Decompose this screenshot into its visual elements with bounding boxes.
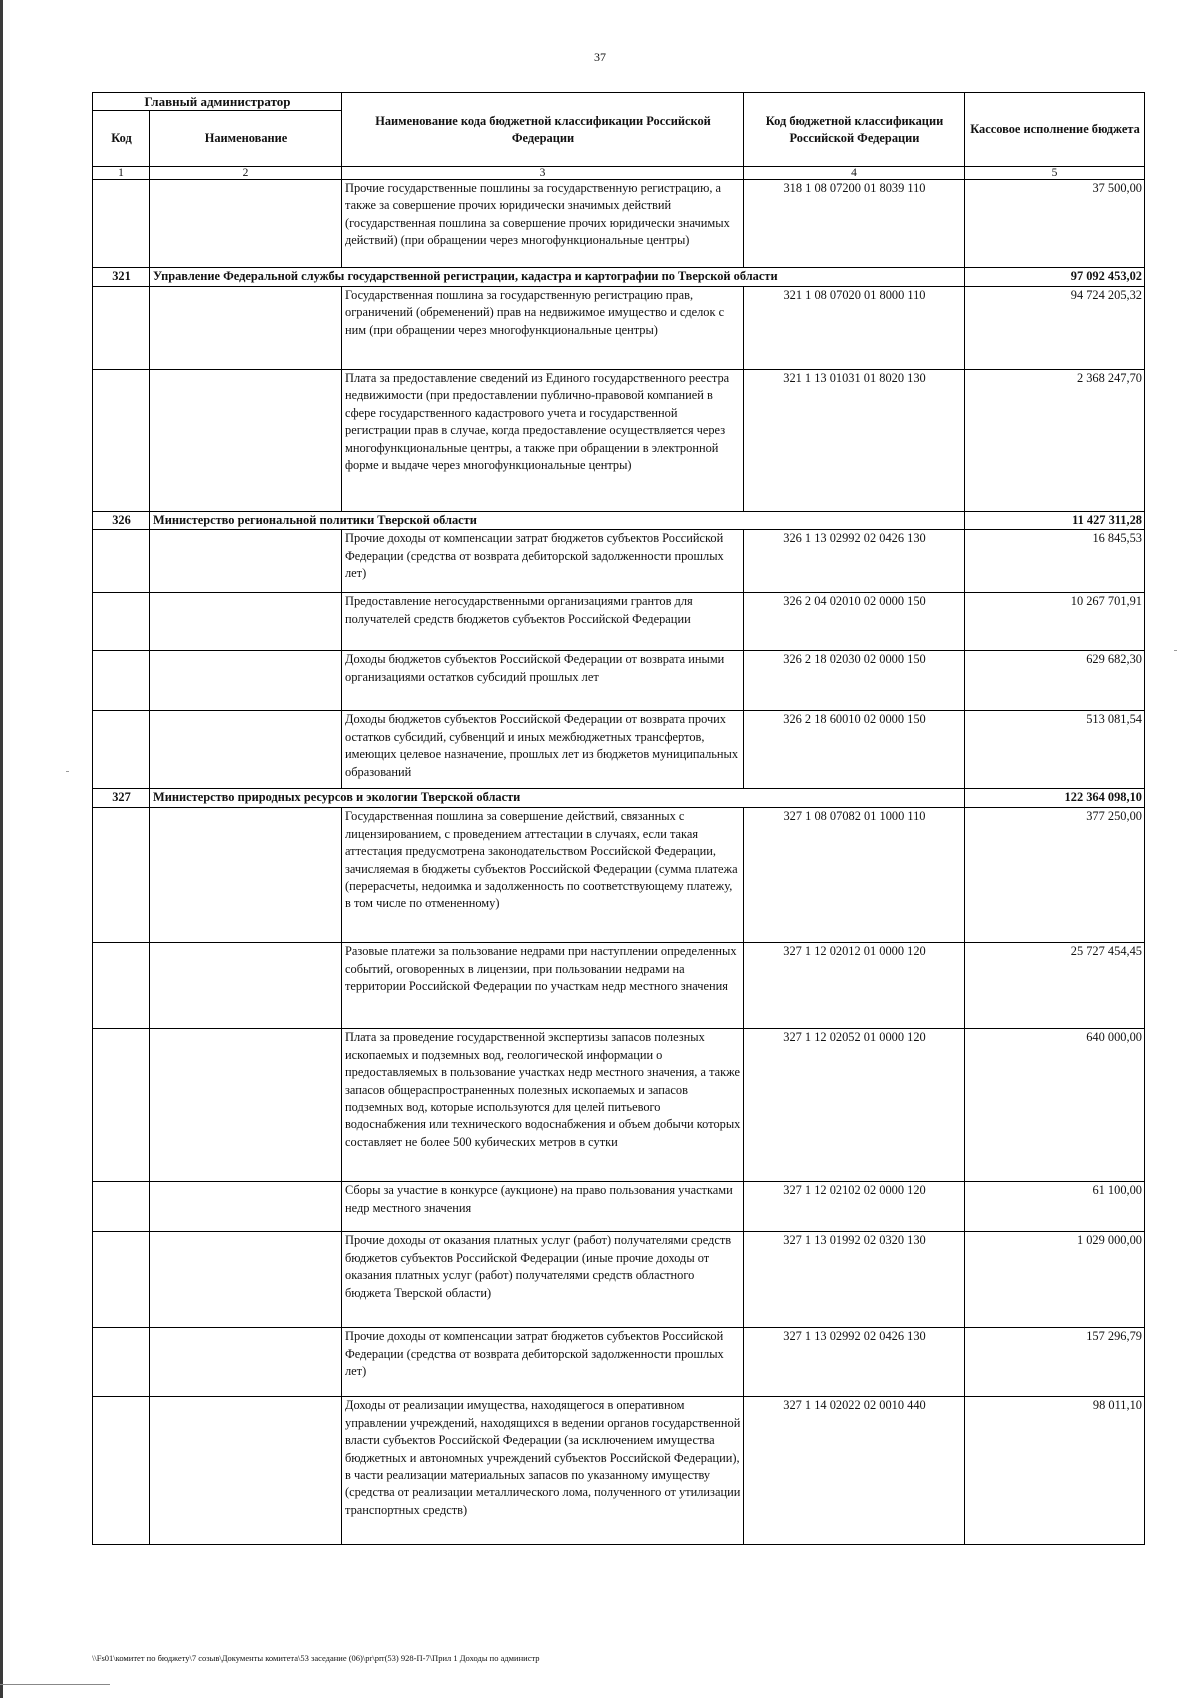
classification-name-header: Наименование кода бюджетной классификации Российской Федерации (342, 93, 744, 167)
row-code: 321 1 13 01031 01 8020 130 (744, 370, 965, 512)
table-row (93, 1182, 1145, 1232)
admin-row (93, 789, 1145, 808)
admin-name: Министерство региональной политики Тверской области (150, 512, 965, 530)
admin-row (93, 268, 1145, 287)
table-row (93, 593, 1145, 651)
row-description: Плата за предоставление сведений из Единого государственного реестра недвижимости (при предоставлении публично-правовой компанией в сфере государственного кадастрового учета и государственной регистрации прав в случае, когда предоставление осуществляется через многофункциональные центры, а также при обращении в электронной форме и выдаче через многофункциональные центры) (342, 370, 744, 512)
row-amount: 25 727 454,45 (965, 943, 1145, 1029)
row-description: Сборы за участие в конкурсе (аукционе) на право пользования участками недр местного значения (342, 1182, 744, 1232)
row-amount: 2 368 247,70 (965, 370, 1145, 512)
page-number: 37 (594, 50, 606, 64)
row-code: 326 2 04 02010 02 0000 150 (744, 593, 965, 651)
row-amount: 377 250,00 (965, 808, 1145, 943)
row-description: Прочие доходы от компенсации затрат бюджетов субъектов Российской Федерации (средства от возврата дебиторской задолженности прошлых лет) (342, 1328, 744, 1397)
table-row (93, 943, 1145, 1029)
row-description: Прочие доходы от компенсации затрат бюджетов субъектов Российской Федерации (средства от возврата дебиторской задолженности прошлых лет) (342, 530, 744, 593)
row-amount: 98 011,10 (965, 1397, 1145, 1545)
row-code: 318 1 08 07200 01 8039 110 (744, 180, 965, 268)
row-amount: 94 724 205,32 (965, 287, 1145, 370)
table-row (93, 651, 1145, 711)
admin-name: Управление Федеральной службы государственной регистрации, кадастра и картографии по Тверской области (150, 268, 965, 287)
table-row (93, 370, 1145, 512)
table-row (93, 1328, 1145, 1397)
row-amount: 629 682,30 (965, 651, 1145, 711)
code-header: Код (93, 111, 150, 167)
row-amount: 513 081,54 (965, 711, 1145, 789)
row-description: Плата за проведение государственной экспертизы запасов полезных ископаемых и подземных вод, геологической информации о предоставляемых в пользование участках недр местного значения, а также запасов общераспространенных полезных ископаемых и запасов подземных вод, которые используются для целей питьевого водоснабжения или технического водоснабжения и объем добычи которых составляет не более 500 кубических метров в сутки (342, 1029, 744, 1182)
row-code: 327 1 12 02012 01 0000 120 (744, 943, 965, 1029)
row-description: Предоставление негосударственными организациями грантов для получателей средств бюджетов субъектов Российской Федерации (342, 593, 744, 651)
admin-amount: 11 427 311,28 (965, 512, 1145, 530)
row-description: Государственная пошлина за государственную регистрацию прав, ограничений (обременений) прав на недвижимое имущество и сделок с ним (при обращении через многофункциональные центры) (342, 287, 744, 370)
admin-group-header: Главный администратор (93, 93, 342, 111)
row-description: Доходы бюджетов субъектов Российской Федерации от возврата иными организациями остатков субсидий прошлых лет (342, 651, 744, 711)
table-row (93, 711, 1145, 789)
revenue-table (92, 92, 1145, 1545)
scan-edge (0, 0, 3, 1698)
row-code: 327 1 12 02102 02 0000 120 (744, 1182, 965, 1232)
scan-mark (1174, 650, 1177, 651)
row-amount: 640 000,00 (965, 1029, 1145, 1182)
admin-row (93, 512, 1145, 530)
row-code: 326 2 18 60010 02 0000 150 (744, 711, 965, 789)
table-row (93, 1232, 1145, 1328)
row-description: Прочие доходы от оказания платных услуг (работ) получателями средств бюджетов субъектов Российской Федерации (иные прочие доходы от оказания платных услуг (работ) получателями средств областного бюджета Тверской области) (342, 1232, 744, 1328)
row-code: 321 1 08 07020 01 8000 110 (744, 287, 965, 370)
row-description: Разовые платежи за пользование недрами при наступлении определенных событий, оговоренных в лицензии, при пользовании недрами на территории Российской Федерации по участкам недр местного значения (342, 943, 744, 1029)
row-code: 326 2 18 02030 02 0000 150 (744, 651, 965, 711)
row-amount: 37 500,00 (965, 180, 1145, 268)
table-row (93, 1029, 1145, 1182)
scan-mark (66, 771, 69, 772)
row-description: Государственная пошлина за совершение действий, связанных с лицензированием, с проведением аттестации в случаях, если такая аттестация предусмотрена законодательством Российской Федерации, зачисляемая в бюджеты субъектов Российской Федерации (сумма платежа (перерасчеты, недоимка и задолженность по соответствующему платежу, в том числе по отмененному) (342, 808, 744, 943)
row-description: Доходы бюджетов субъектов Российской Федерации от возврата прочих остатков субсидий, субвенций и иных межбюджетных трансфертов, имеющих целевое назначение, прошлых лет из бюджетов муниципальных образований (342, 711, 744, 789)
table-row (93, 530, 1145, 593)
column-number: 4 (744, 167, 965, 180)
file-path-footer: \\Fs01\комитет по бюджету\7 созыв\Документы комитета\53 заседание (06)\pr\prr(53) 928-П-7\Прил 1 Доходы по администр (92, 1653, 540, 1663)
admin-amount: 122 364 098,10 (965, 789, 1145, 808)
admin-code: 326 (93, 512, 150, 530)
row-amount: 157 296,79 (965, 1328, 1145, 1397)
admin-amount: 97 092 453,02 (965, 268, 1145, 287)
row-code: 327 1 13 02992 02 0426 130 (744, 1328, 965, 1397)
admin-name: Министерство природных ресурсов и экологии Тверской области (150, 789, 965, 808)
classification-code-header: Код бюджетной классификации Российской Федерации (744, 93, 965, 167)
row-code: 327 1 14 02022 02 0010 440 (744, 1397, 965, 1545)
column-number: 2 (150, 167, 342, 180)
row-amount: 1 029 000,00 (965, 1232, 1145, 1328)
row-code: 326 1 13 02992 02 0426 130 (744, 530, 965, 593)
admin-code: 327 (93, 789, 150, 808)
table-row (93, 287, 1145, 370)
row-amount: 61 100,00 (965, 1182, 1145, 1232)
name-header: Наименование (150, 111, 342, 167)
table-row (93, 808, 1145, 943)
column-number: 1 (93, 167, 150, 180)
execution-header: Кассовое исполнение бюджета (965, 93, 1145, 167)
admin-code: 321 (93, 268, 150, 287)
table-row (93, 1397, 1145, 1545)
row-amount: 16 845,53 (965, 530, 1145, 593)
row-code: 327 1 08 07082 01 1000 110 (744, 808, 965, 943)
table-row (93, 180, 1145, 268)
column-number: 3 (342, 167, 744, 180)
row-description: Прочие государственные пошлины за государственную регистрацию, а также за совершение прочих юридически значимых действий (государственная пошлина за совершение прочих юридически значимых действий) (при обращении через многофункциональные центры) (342, 180, 744, 268)
row-amount: 10 267 701,91 (965, 593, 1145, 651)
row-code: 327 1 13 01992 02 0320 130 (744, 1232, 965, 1328)
row-code: 327 1 12 02052 01 0000 120 (744, 1029, 965, 1182)
scan-mark (0, 1684, 110, 1685)
column-number: 5 (965, 167, 1145, 180)
row-description: Доходы от реализации имущества, находящегося в оперативном управлении учреждений, находящихся в ведении органов государственной власти субъектов Российской Федерации (за исключением имущества бюджетных и автономных учреждений субъектов Российской Федерации), в части реализации материальных запасов по указанному имуществу (средства от реализации металлического лома, полученного от утилизации транспортных средств) (342, 1397, 744, 1545)
